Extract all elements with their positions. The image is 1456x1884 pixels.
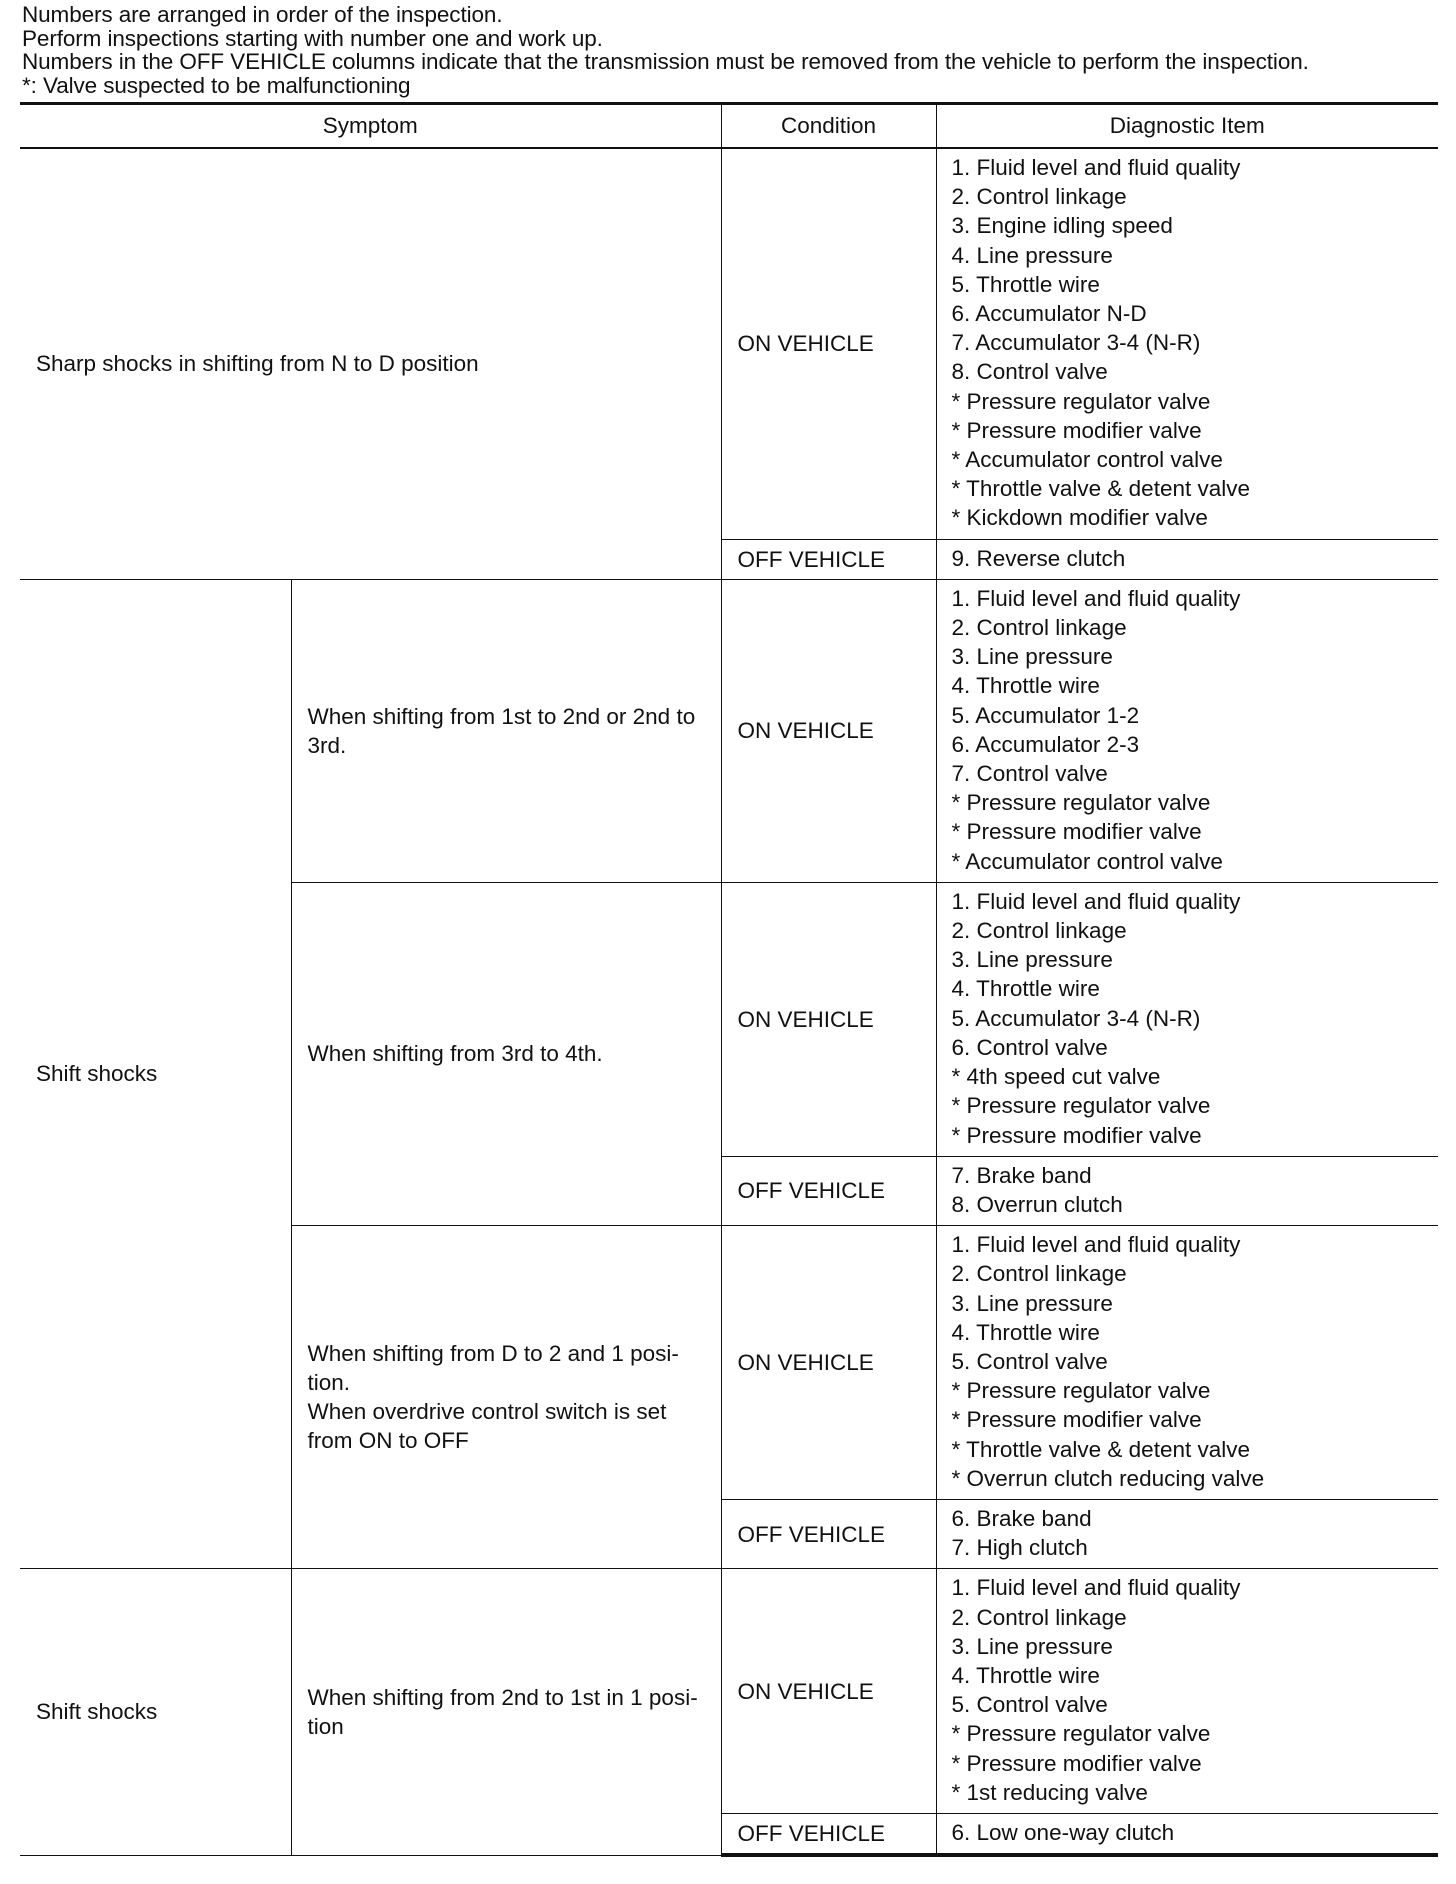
- table-row: [20, 579, 1438, 882]
- diagnostic-item: 2. Control linkage: [951, 918, 1127, 944]
- condition-cell: [721, 1499, 936, 1568]
- diagnostic-items-cell: [936, 1226, 1438, 1500]
- diagnostic-item: 3. Line pressure: [951, 1633, 1113, 1659]
- diagnostic-item: 2. Control linkage: [951, 1261, 1127, 1287]
- diagnostic-item: 7. Accumulator 3-4 (N-R): [951, 330, 1201, 356]
- condition-text: OFF VEHICLE: [737, 1820, 886, 1846]
- note-line: Numbers are arranged in order of the inspection.: [22, 2, 503, 27]
- diagnostic-item: 5. Control valve: [951, 1692, 1108, 1718]
- condition-cell: [721, 1226, 936, 1500]
- condition-cell: [721, 1156, 936, 1225]
- diagnostic-item: 7. Brake band: [951, 1162, 1092, 1188]
- symptom-detail-line: When overdrive control switch is set: [307, 1399, 667, 1425]
- diagnostic-item: * Throttle valve & detent valve: [951, 1436, 1250, 1462]
- diagnostic-items-cell: [936, 579, 1438, 882]
- condition-text: ON VEHICLE: [737, 1678, 874, 1704]
- note-line: *: Valve suspected to be malfunctioning: [22, 72, 411, 98]
- condition-cell: [721, 148, 936, 539]
- symptom-detail-cell: [291, 1226, 721, 1569]
- diagnostic-item: 6. Accumulator 2-3: [951, 731, 1140, 757]
- condition-cell: [721, 882, 936, 1156]
- note-line: Numbers in the OFF VEHICLE columns indicate that the transmission must be removed from the vehicle to perform the inspection.: [22, 49, 1309, 74]
- diagnostic-items-cell: [936, 539, 1438, 579]
- header-symptom: Symptom: [20, 104, 721, 149]
- condition-cell: [721, 1813, 936, 1855]
- diagnostic-item: 4. Throttle wire: [951, 673, 1100, 699]
- diagnostic-item: 4. Throttle wire: [951, 1662, 1100, 1688]
- diagnostic-item: 6. Control valve: [951, 1034, 1108, 1060]
- symptom-cell: [20, 148, 721, 579]
- diagnostic-item: 1. Fluid level and fluid quality: [951, 585, 1241, 611]
- diagnostic-item: * Pressure modifier valve: [951, 1407, 1202, 1433]
- diagnostic-item: 9. Reverse clutch: [951, 545, 1126, 571]
- diagnostic-item: * Pressure regulator valve: [951, 790, 1211, 816]
- diagnostic-item: * Pressure modifier valve: [951, 1750, 1202, 1776]
- symptom-detail-line: from ON to OFF: [307, 1428, 469, 1454]
- diagnostic-item: 3. Line pressure: [951, 1290, 1113, 1316]
- symptom-detail-cell: [291, 882, 721, 1225]
- note-line: Perform inspections starting with number one and work up.: [22, 25, 603, 51]
- table-row: [20, 1569, 1438, 1814]
- diagnostic-item: 1. Fluid level and fluid quality: [951, 1232, 1241, 1258]
- header-diagnostic-item: Diagnostic Item: [936, 104, 1438, 149]
- diagnostic-item: * Pressure regulator valve: [951, 1093, 1211, 1119]
- table-row: [20, 148, 1438, 539]
- diagnostic-item: * Pressure modifier valve: [951, 819, 1202, 845]
- condition-text: ON VEHICLE: [737, 1006, 874, 1032]
- symptom-detail-text: When shifting from 1st to 2nd or 2nd to 3rd.: [307, 703, 696, 758]
- diagnostic-item: 2. Control linkage: [951, 615, 1127, 641]
- diagnostic-table: [20, 102, 1438, 1857]
- diagnostic-item: 5. Control valve: [951, 1348, 1108, 1374]
- symptom-cell: [20, 1569, 291, 1855]
- diagnostic-item: 7. Control valve: [951, 761, 1108, 787]
- diagnostic-item: * Pressure modifier valve: [951, 1122, 1202, 1148]
- condition-text: OFF VEHICLE: [737, 1178, 886, 1204]
- diagnostic-item: * Pressure modifier valve: [951, 417, 1202, 443]
- diagnostic-item: 6. Accumulator N-D: [951, 301, 1147, 327]
- header-row: [20, 104, 1438, 149]
- header-condition: Condition: [721, 104, 936, 149]
- diagnostic-items-cell: [936, 1569, 1438, 1814]
- diagnostic-item: 8. Overrun clutch: [951, 1191, 1123, 1217]
- diagnostic-item: 1. Fluid level and fluid quality: [951, 1575, 1241, 1601]
- diagnostic-item: 5. Throttle wire: [951, 271, 1100, 297]
- diagnostic-item: 3. Engine idling speed: [951, 213, 1173, 239]
- diagnostic-items-cell: [936, 882, 1438, 1156]
- diagnostic-item: 4. Throttle wire: [951, 976, 1100, 1002]
- condition-cell: [721, 579, 936, 882]
- diagnostic-item: * 4th speed cut valve: [951, 1064, 1161, 1090]
- symptom-text: Shift shocks: [36, 1061, 158, 1087]
- diagnostic-items-cell: [936, 148, 1438, 539]
- diagnostic-item: 1. Fluid level and fluid quality: [951, 155, 1241, 180]
- symptom-detail-line: tion: [307, 1714, 344, 1739]
- diagnostic-item: 3. Line pressure: [951, 947, 1113, 973]
- condition-cell: [721, 539, 936, 579]
- diagnostic-item: 7. High clutch: [951, 1535, 1088, 1561]
- condition-text: ON VEHICLE: [737, 1349, 874, 1375]
- symptom-text: Shift shocks: [36, 1699, 158, 1725]
- diagnostic-item: * Accumulator control valve: [951, 848, 1223, 874]
- symptom-detail-text: When shifting from 3rd to 4th.: [307, 1041, 603, 1067]
- diagnostic-item: 2. Control linkage: [951, 1604, 1127, 1630]
- condition-text: ON VEHICLE: [737, 331, 874, 357]
- diagnostic-item: 8. Control valve: [951, 359, 1108, 385]
- symptom-detail-line: tion.: [307, 1370, 351, 1396]
- symptom-detail-line: When shifting from D to 2 and 1 posi-: [307, 1340, 679, 1366]
- diagnostic-item: 1. Fluid level and fluid quality: [951, 888, 1241, 914]
- symptom-detail-cell: [291, 579, 721, 882]
- diagnostic-item: * Throttle valve & detent valve: [951, 476, 1250, 502]
- diagnostic-item: * Pressure regulator valve: [951, 1378, 1211, 1404]
- diagnostic-items-cell: [936, 1813, 1438, 1855]
- symptom-detail-cell: [291, 1569, 721, 1855]
- diagnostic-item: * Pressure regulator valve: [951, 1721, 1211, 1747]
- diagnostic-item: 5. Accumulator 3-4 (N-R): [951, 1005, 1201, 1031]
- diagnostic-item: 5. Accumulator 1-2: [951, 702, 1140, 728]
- symptom-cell: [20, 579, 291, 1569]
- diagnostic-item: * Overrun clutch reducing valve: [951, 1465, 1265, 1491]
- symptom-text: Sharp shocks in shifting from N to D position: [36, 351, 479, 377]
- condition-text: OFF VEHICLE: [737, 1521, 886, 1547]
- diagnostic-item: * Pressure regulator valve: [951, 388, 1211, 414]
- diagnostic-item: 4. Throttle wire: [951, 1319, 1100, 1345]
- diagnostic-item: 2. Control linkage: [951, 184, 1127, 210]
- diagnostic-item: 3. Line pressure: [951, 644, 1113, 670]
- diagnostic-items-cell: [936, 1156, 1438, 1225]
- diagnostic-item: 4. Line pressure: [951, 242, 1113, 268]
- diagnostic-item: * Accumulator control valve: [951, 447, 1223, 473]
- diagnostic-items-cell: [936, 1499, 1438, 1568]
- symptom-detail-line: When shifting from 2nd to 1st in 1 posi-: [307, 1684, 698, 1710]
- diagnostic-item: 6. Brake band: [951, 1505, 1092, 1531]
- inspection-notes: [22, 3, 1442, 97]
- condition-text: ON VEHICLE: [737, 718, 874, 744]
- diagnostic-item: * Kickdown modifier valve: [951, 505, 1208, 531]
- diagnostic-item: 6. Low one-way clutch: [951, 1819, 1175, 1845]
- diagnostic-item: * 1st reducing valve: [951, 1779, 1148, 1805]
- condition-text: OFF VEHICLE: [737, 546, 886, 572]
- condition-cell: [721, 1569, 936, 1814]
